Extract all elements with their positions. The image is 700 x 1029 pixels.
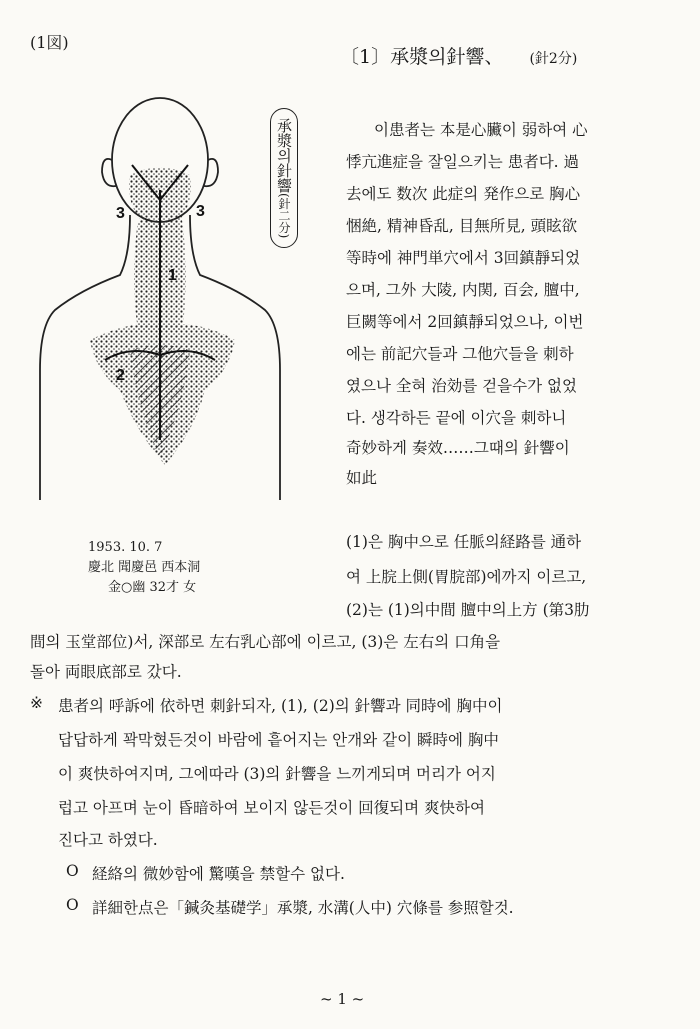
bullet-mark: O: [66, 862, 79, 880]
body-line: 悃絶, 精神昏乱, 目無所見, 頭眩欲: [346, 217, 578, 235]
body-line: 으며, 그外 大陵, 内関, 百会, 膻中,: [346, 281, 580, 299]
body-line: (1)은 胸中으로 任脈의経路를 通하: [346, 533, 582, 551]
body-line: 間의 玉堂部位)서, 深部로 左右乳心部에 이르고, (3)은 左右의 口角을: [30, 633, 501, 651]
body-line: 여 上脘上側(胃脘部)에까지 이르고,: [346, 568, 587, 586]
caption-patient: 金○幽 32才 女: [108, 580, 197, 595]
mark-2: 2: [116, 367, 125, 384]
note-line: 患者의 呼訴에 依하면 刺針되자, (1), (2)의 針響과 同時에 胸中이: [58, 697, 503, 715]
note-line: 답답하게 꽉막혔든것이 바람에 흩어지는 안개와 같이 瞬時에 胸中: [58, 731, 499, 749]
vertical-label-main: 承漿의針響: [275, 117, 293, 193]
title-sub: (針2分): [529, 51, 578, 67]
bullet-text: 詳細한点은「鍼灸基礎学」承漿, 水溝(人中) 穴條를 参照할것.: [92, 899, 514, 917]
dotted-region: [90, 168, 235, 466]
figure-label: (1図): [30, 33, 69, 52]
figure-vertical-label: [270, 108, 298, 248]
body-line: 悸亢進症을 잘일으키는 患者다. 過: [346, 153, 580, 171]
body-line: 다. 생각하든 끝에 이穴을 刺하니: [346, 409, 567, 427]
mark-3-right: 3: [196, 203, 205, 220]
bullet-text: 経絡의 微妙함에 驚嘆을 禁할수 없다.: [92, 865, 345, 883]
note-line: 진다고 하였다.: [58, 831, 158, 849]
caption-date: 1953. 10. 7: [88, 540, 163, 555]
body-line: 奇妙하게 奏效……그때의 針響이: [346, 439, 570, 457]
vertical-label-sub: (針二分): [277, 192, 291, 239]
title-main: 〔1〕承漿의針響、: [340, 46, 504, 68]
body-line: 에는 前記穴들과 그他穴들을 刺하: [346, 345, 574, 363]
body-line: 等時에 神門単穴에서 3回鎮靜되었: [346, 249, 581, 267]
section-title: [340, 42, 685, 69]
mark-1: 1: [168, 267, 177, 284]
caption-place: 慶北 聞慶邑 西本洞: [88, 560, 201, 575]
body-line: 였으나 全혀 治効를 걷을수가 없었: [346, 377, 577, 395]
mark-3-left: 3: [116, 205, 125, 222]
body-line: 돌아 両眼底部로 갔다.: [30, 663, 182, 681]
body-line: 去에도 数次 此症의 発作으로 胸心: [346, 185, 581, 203]
body-line: (2)는 (1)의中間 膻中의上方 (第3肋: [346, 601, 590, 619]
page-number: ~ 1 ~: [320, 990, 365, 1008]
note-line: 럽고 아프며 눈이 昏暗하여 보이지 않든것이 回復되며 爽快하여: [58, 799, 485, 817]
body-line: 如此: [346, 469, 378, 487]
figure-caption: [88, 538, 200, 598]
bullet-mark: O: [66, 896, 79, 914]
note-mark: ※: [30, 694, 43, 712]
body-line: 巨闕等에서 2回鎮靜되었으나, 이번: [346, 313, 584, 331]
body-line: 이患者는 本是心臟이 弱하여 心: [374, 121, 588, 139]
note-line: 이 爽快하여지며, 그에따라 (3)의 針響을 느끼게되며 머리가 어지: [58, 765, 496, 783]
